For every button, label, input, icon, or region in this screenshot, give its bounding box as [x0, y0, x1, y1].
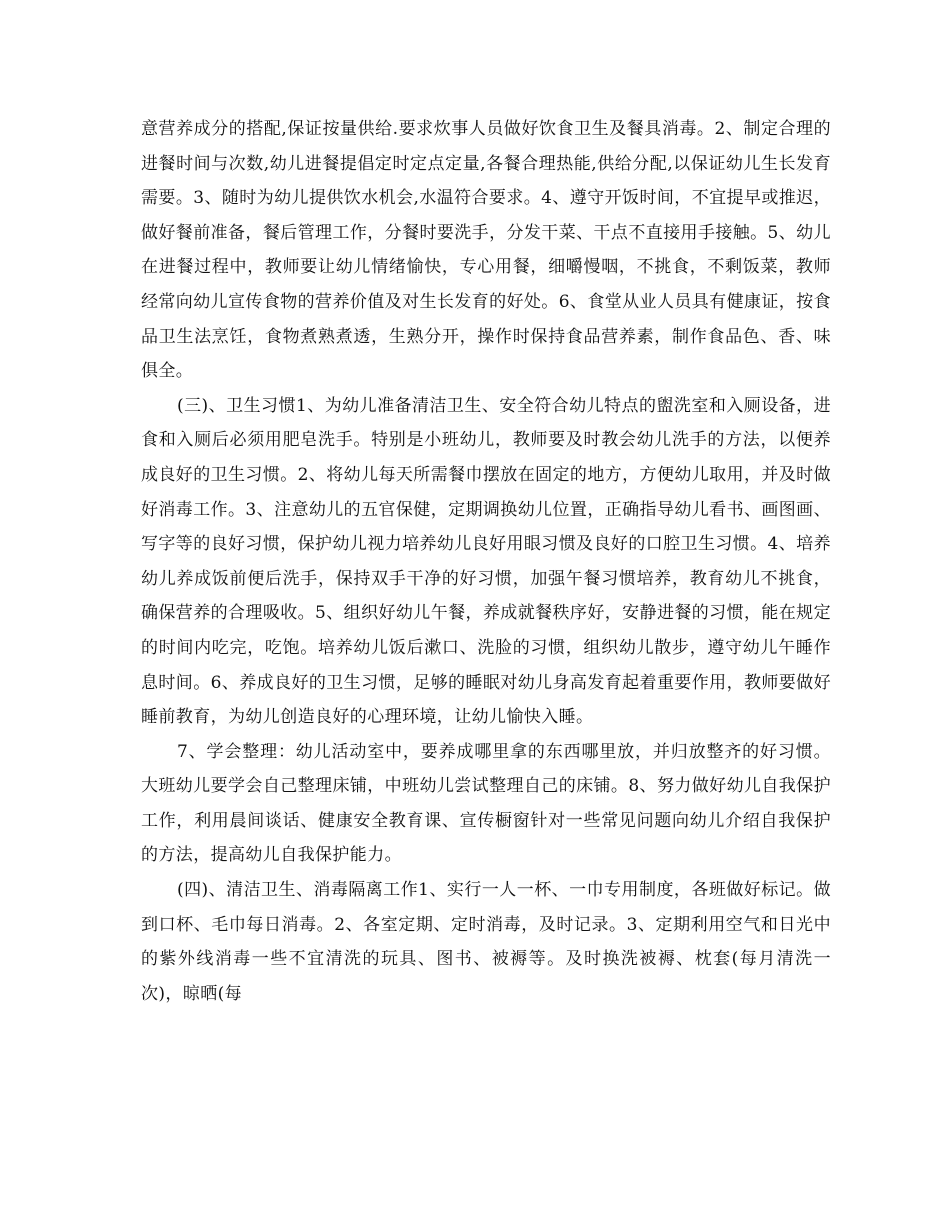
paragraph-tidying: 7、学会整理：幼儿活动室中，要养成哪里拿的东西哪里放，并归放整齐的好习惯。大班幼儿要学会自己整理床铺，中班幼儿尝试整理自己的床铺。8、努力做好幼儿自我保护工作，利用晨间谈话、健康安全教育课、宣传橱窗针对一些常见问题向幼儿介绍自我保护的方法，提高幼儿自我保护能力。 — [141, 741, 831, 866]
paragraph-disinfection: (四)、清洁卫生、消毒隔离工作1、实行一人一杯、一巾专用制度，各班做好标记。做到口杯、毛巾每日消毒。2、各室定期、定时消毒，及时记录。3、定期利用空气和日光中的紫外线消毒一些不宜清洗的玩具、图书、被褥等。及时换洗被褥、枕套(每月清洗一次)，晾晒(每 — [141, 880, 831, 1004]
paragraph-hygiene-habits: (三)、卫生习惯1、为幼儿准备清洁卫生、安全符合幼儿特点的盥洗室和入厕设备，进食和入厕后必须用肥皂洗手。特别是小班幼儿，教师要及时教会幼儿洗手的方法，以便养成良好的卫生习惯。2、将幼儿每天所需餐巾摆放在固定的地方，方便幼儿取用，并及时做好消毒工作。3、注意幼儿的五官保健，定期调换幼儿位置，正确指导幼儿看书、画图画、写字等的良好习惯，保护幼儿视力培养幼儿良好用眼习惯及良好的口腔卫生习惯。4、培养幼儿养成饭前便后洗手，保持双手干净的好习惯，加强午餐习惯培养，教育幼儿不挑食，确保营养的合理吸收。5、组织好幼儿午餐，养成就餐秩序好，安静进餐的习惯，能在规定的时间内吃完，吃饱。培养幼儿饭后漱口、洗脸的习惯，组织幼儿散步，遵守幼儿午睡作息时间。6、养成良好的卫生习惯，足够的睡眠对幼儿身高发育起着重要作用，教师要做好睡前教育，为幼儿创造良好的心理环境，让幼儿愉快入睡。 — [141, 395, 831, 728]
paragraph-nutrition: 意营养成分的搭配,保证按量供给.要求炊事人员做好饮食卫生及餐具消毒。2、制定合理的进餐时间与次数,幼儿进餐提倡定时定点定量,各餐合理热能,供给分配,以保证幼儿生长发育需要。3、随时为幼儿提供饮水机会,水温符合要求。4、遵守开饭时间，不宜提早或推迟，做好餐前准备，餐后管理工作，分餐时要洗手，分发干菜、干点不直接用手接触。5、幼儿在进餐过程中，教师要让幼儿情绪愉快，专心用餐，细嚼慢咽，不挑食，不剩饭菜，教师经常向幼儿宣传食物的营养价值及对生长发育的好处。6、食堂从业人员具有健康证，按食品卫生法烹饪，食物煮熟煮透，生熟分开，操作时保持食品营养素，制作食品色、香、味俱全。 — [141, 119, 831, 382]
document-body — [141, 112, 831, 1011]
